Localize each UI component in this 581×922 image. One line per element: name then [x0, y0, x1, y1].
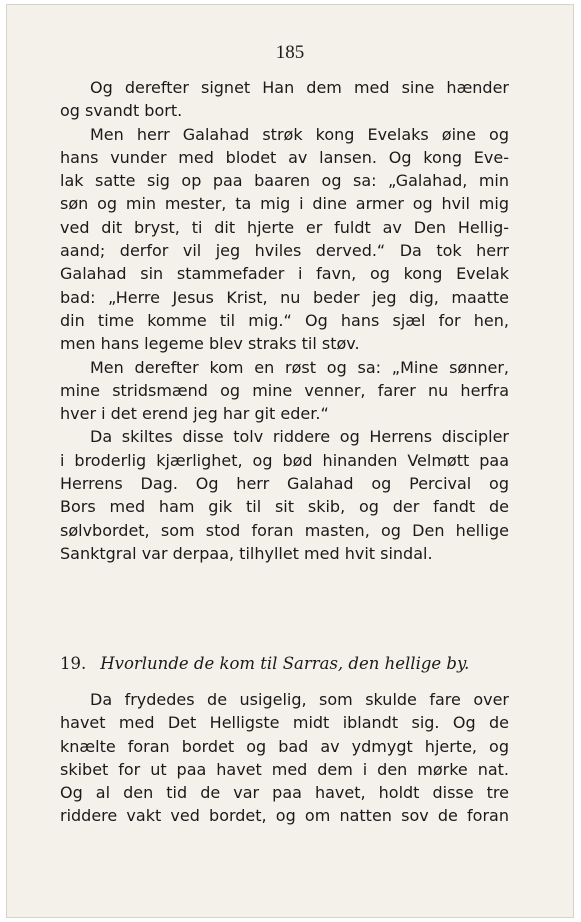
text-line: Og derefter signet Han dem med sine hænder [90, 78, 509, 97]
chapter-title: Hvorlunde de kom til Sarras, den hellige by. [100, 654, 470, 673]
text-block-main [60, 76, 509, 565]
text-line: havet med Det Helligste midt iblandt sig. Og de [60, 713, 509, 733]
book-page [6, 4, 574, 918]
text-line: sølvbordet, som stod foran masten, og Den hellige [60, 520, 509, 540]
text-line: Sanktgral var derpaa, tilhyllet med hvit sindal. [60, 543, 433, 563]
text-line: lak satte sig op paa baaren og sa: „Galahad, min [60, 171, 509, 191]
text-line: din time komme til mig.“ Og hans sjæl for hen, [60, 310, 509, 330]
text-line: søn og min mester, ta mig i dine armer og hvil mig [60, 194, 509, 214]
text-block-chapter [60, 688, 509, 828]
text-line: og svandt bort. [60, 101, 183, 121]
text-line: hans vunder med blodet av lansen. Og kong Eve- [60, 147, 509, 167]
chapter-number: 19. [60, 654, 87, 673]
text-line: ved dit bryst, ti dit hjerte er fuldt av Den Hellig- [60, 217, 509, 237]
text-line: riddere vakt ved bordet, og om natten sov de foran [60, 806, 509, 826]
text-line: Herrens Dag. Og herr Galahad og Percival og [60, 474, 509, 494]
text-line: Galahad sin stammefader i favn, og kong Evelak [60, 264, 509, 284]
text-line: Bors med ham gik til sit skib, og der fandt de [60, 497, 509, 517]
text-line: aand; derfor vil jeg hviles derved.“ Da tok herr [60, 241, 509, 261]
text-line: hver i det erend jeg har git eder.“ [60, 404, 329, 424]
text-line: skibet for ut paa havet med dem i den mørke nat. [60, 759, 509, 779]
text-line: knælte foran bordet og bad av ydmygt hjerte, og [60, 736, 509, 756]
text-line: mine stridsmænd og mine venner, farer nu herfra [60, 380, 509, 400]
page-number: 185 [275, 42, 305, 63]
text-line: bad: „Herre Jesus Krist, nu beder jeg dig, maatte [60, 287, 509, 307]
chapter-heading [60, 654, 509, 673]
text-line: Da skiltes disse tolv riddere og Herrens discipler [90, 427, 509, 447]
text-line: Da frydedes de usigelig, som skulde fare over [90, 690, 509, 709]
text-line: men hans legeme blev straks til støv. [60, 334, 360, 354]
text-line: Men herr Galahad strøk kong Evelaks øine og [90, 124, 509, 144]
text-line: Og al den tid de var paa havet, holdt disse tre [60, 783, 509, 803]
text-line: Men derefter kom en røst og sa: „Mine sønner, [90, 357, 509, 377]
text-line: i broderlig kjærlighet, og bød hinanden Velmøtt paa [60, 450, 509, 470]
